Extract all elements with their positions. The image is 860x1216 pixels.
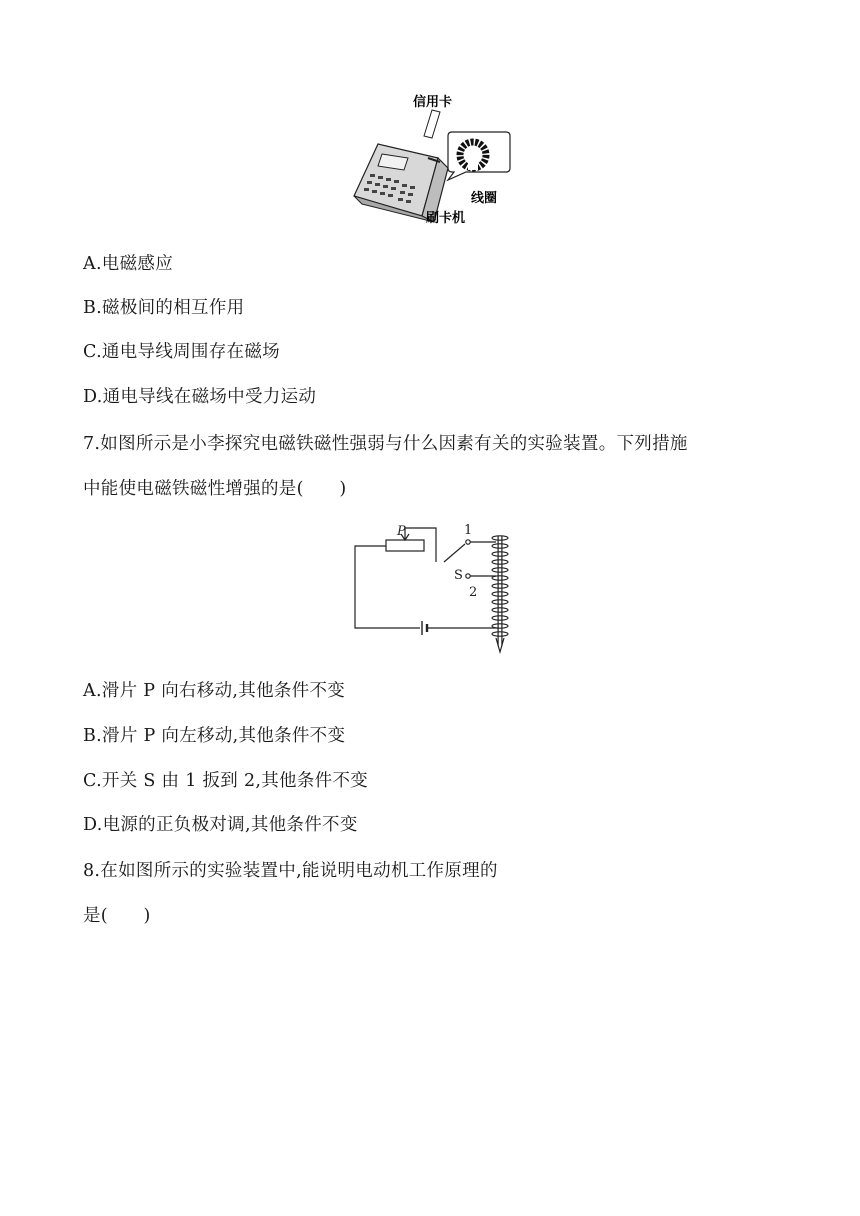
label-1: 1: [464, 523, 473, 538]
q7-option-a: A.滑片 P 向右移动,其他条件不变: [83, 681, 346, 701]
q6-option-c: C.通电导线周围存在磁场: [83, 342, 280, 362]
label-s: S: [454, 568, 463, 583]
card-reader-figure: [340, 88, 520, 230]
q7-stem-line1: 7.如图所示是小李探究电磁铁磁性强弱与什么因素有关的实验装置。下列措施: [83, 434, 688, 454]
reader-label: 刷卡机: [426, 211, 466, 226]
label-2: 2: [469, 585, 478, 600]
coil-label: 线圈: [471, 191, 498, 206]
q6-option-a: A.电磁感应: [83, 254, 174, 274]
switch-lever: [444, 544, 465, 562]
q7-stem-line2: 中能使电磁铁磁性增强的是( ): [83, 479, 347, 499]
coil-callout: [448, 132, 510, 180]
credit-card-icon: [424, 110, 440, 138]
q8-stem-line1: 8.在如图所示的实验装置中,能说明电动机工作原理的: [83, 861, 498, 881]
q6-option-b: B.磁极间的相互作用: [83, 298, 245, 318]
electromagnet-circuit-figure: [350, 520, 520, 658]
q7-option-d: D.电源的正负极对调,其他条件不变: [83, 815, 358, 835]
rheostat-icon: [386, 540, 424, 551]
label-p: P: [397, 524, 406, 539]
q8-stem-line2: 是( ): [83, 906, 151, 926]
q7-option-c: C.开关 S 由 1 扳到 2,其他条件不变: [83, 771, 369, 791]
q7-option-b: B.滑片 P 向左移动,其他条件不变: [83, 726, 346, 746]
credit-card-label: 信用卡: [413, 95, 453, 110]
q6-option-d: D.通电导线在磁场中受力运动: [83, 387, 317, 407]
